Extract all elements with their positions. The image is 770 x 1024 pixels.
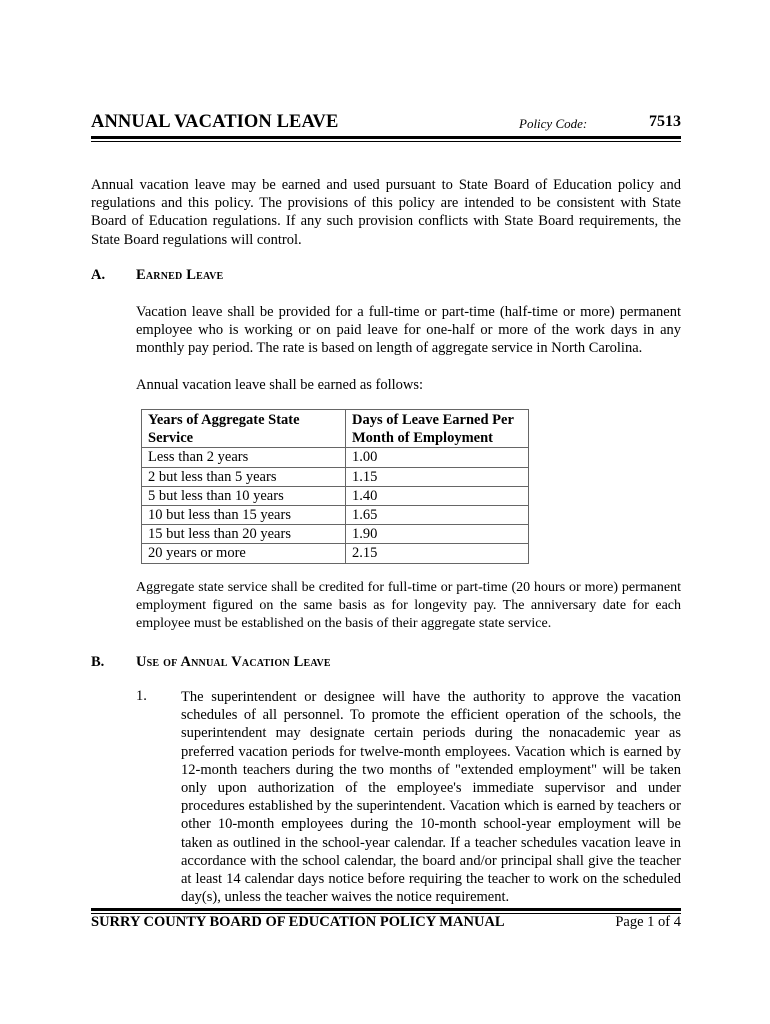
section-a-title: Earned Leave xyxy=(136,267,224,283)
section-a-paragraph-3: Aggregate state service shall be credited for full-time or part-time (20 hours or more) permanent employment figured on the same basis as for longevity pay. The anniversary date for each employee must be established on the basis of their aggregate state service. xyxy=(136,580,681,632)
section-a-paragraph-1: Vacation leave shall be provided for a full-time or part-time (half-time or more) permanent employee who is working or on paid leave for one-half or more of the work days in any monthly pay period. The rate is based on length of aggregate service in North Carolina. xyxy=(136,304,681,357)
table-row xyxy=(142,486,529,505)
footer-page-number: Page 1 of 4 xyxy=(615,914,681,930)
policy-title: ANNUAL VACATION LEAVE xyxy=(91,112,339,132)
table-cell-years: 2 but less than 5 years xyxy=(142,467,346,486)
table-cell-years: 5 but less than 10 years xyxy=(142,486,346,505)
table-cell-days: 1.65 xyxy=(346,506,529,525)
policy-code: 7513 xyxy=(649,113,681,130)
footer-rule-thick xyxy=(91,908,681,911)
section-b-title: Use of Annual Vacation Leave xyxy=(136,654,331,670)
table-cell-days: 2.15 xyxy=(346,544,529,563)
intro-paragraph: Annual vacation leave may be earned and used pursuant to State Board of Education policy and regulations and this policy. The provisions of this policy are intended to be consistent with State Board of Education regulations. If any such provision conflicts with State Board requirements, the State Board regulations will control. xyxy=(91,177,681,248)
header-rule-thick xyxy=(91,136,681,139)
table-cell-years: 10 but less than 15 years xyxy=(142,506,346,525)
section-b-item-1-text: The superintendent or designee will have the authority to approve the vacation schedules of all personnel. To promote the efficient operation of the schools, the superintendent may designate certain periods during the nonacademic year as preferred vacation periods for twelve-month employees. Vacation which is earned by 12-month teachers during the two months of "extended employment" will be taken only upon authorization of the employee's immediate supervisor and under procedures established by the superintendent. Vacation which is earned by teachers or other 10-month employees during the 10-month school-year employment will be taken as outlined in the school-year calendar. If a teacher schedules vacation leave in accordance with the school calendar, the board and/or principal shall give the teacher at least 14 calendar days notice before requiring the teacher to work on the scheduled day(s), unless the teacher waives the notice requirement. xyxy=(181,689,681,906)
leave-rate-table xyxy=(141,409,529,564)
section-b-letter: B. xyxy=(91,654,105,670)
header-rule-thin xyxy=(91,141,681,142)
table-header-years: Years of Aggregate State Service xyxy=(142,410,346,448)
table-cell-years: 20 years or more xyxy=(142,544,346,563)
section-b-item-1-number: 1. xyxy=(136,688,147,704)
table-cell-days: 1.90 xyxy=(346,525,529,544)
policy-code-label: Policy Code: xyxy=(519,116,588,131)
table-cell-days: 1.40 xyxy=(346,486,529,505)
table-row xyxy=(142,525,529,544)
table-cell-days: 1.15 xyxy=(346,467,529,486)
section-a-letter: A. xyxy=(91,267,106,283)
section-a-paragraph-2: Annual vacation leave shall be earned as follows: xyxy=(136,377,424,393)
table-row xyxy=(142,448,529,467)
table-row xyxy=(142,506,529,525)
table-row xyxy=(142,467,529,486)
table-header-days: Days of Leave Earned Per Month of Employment xyxy=(346,410,529,448)
table-cell-years: 15 but less than 20 years xyxy=(142,525,346,544)
table-cell-years: Less than 2 years xyxy=(142,448,346,467)
table-row xyxy=(142,544,529,563)
policy-header xyxy=(91,112,681,136)
table-header-row xyxy=(142,410,529,448)
table-cell-days: 1.00 xyxy=(346,448,529,467)
footer-manual-title: SURRY COUNTY BOARD OF EDUCATION POLICY MANUAL xyxy=(91,914,505,930)
